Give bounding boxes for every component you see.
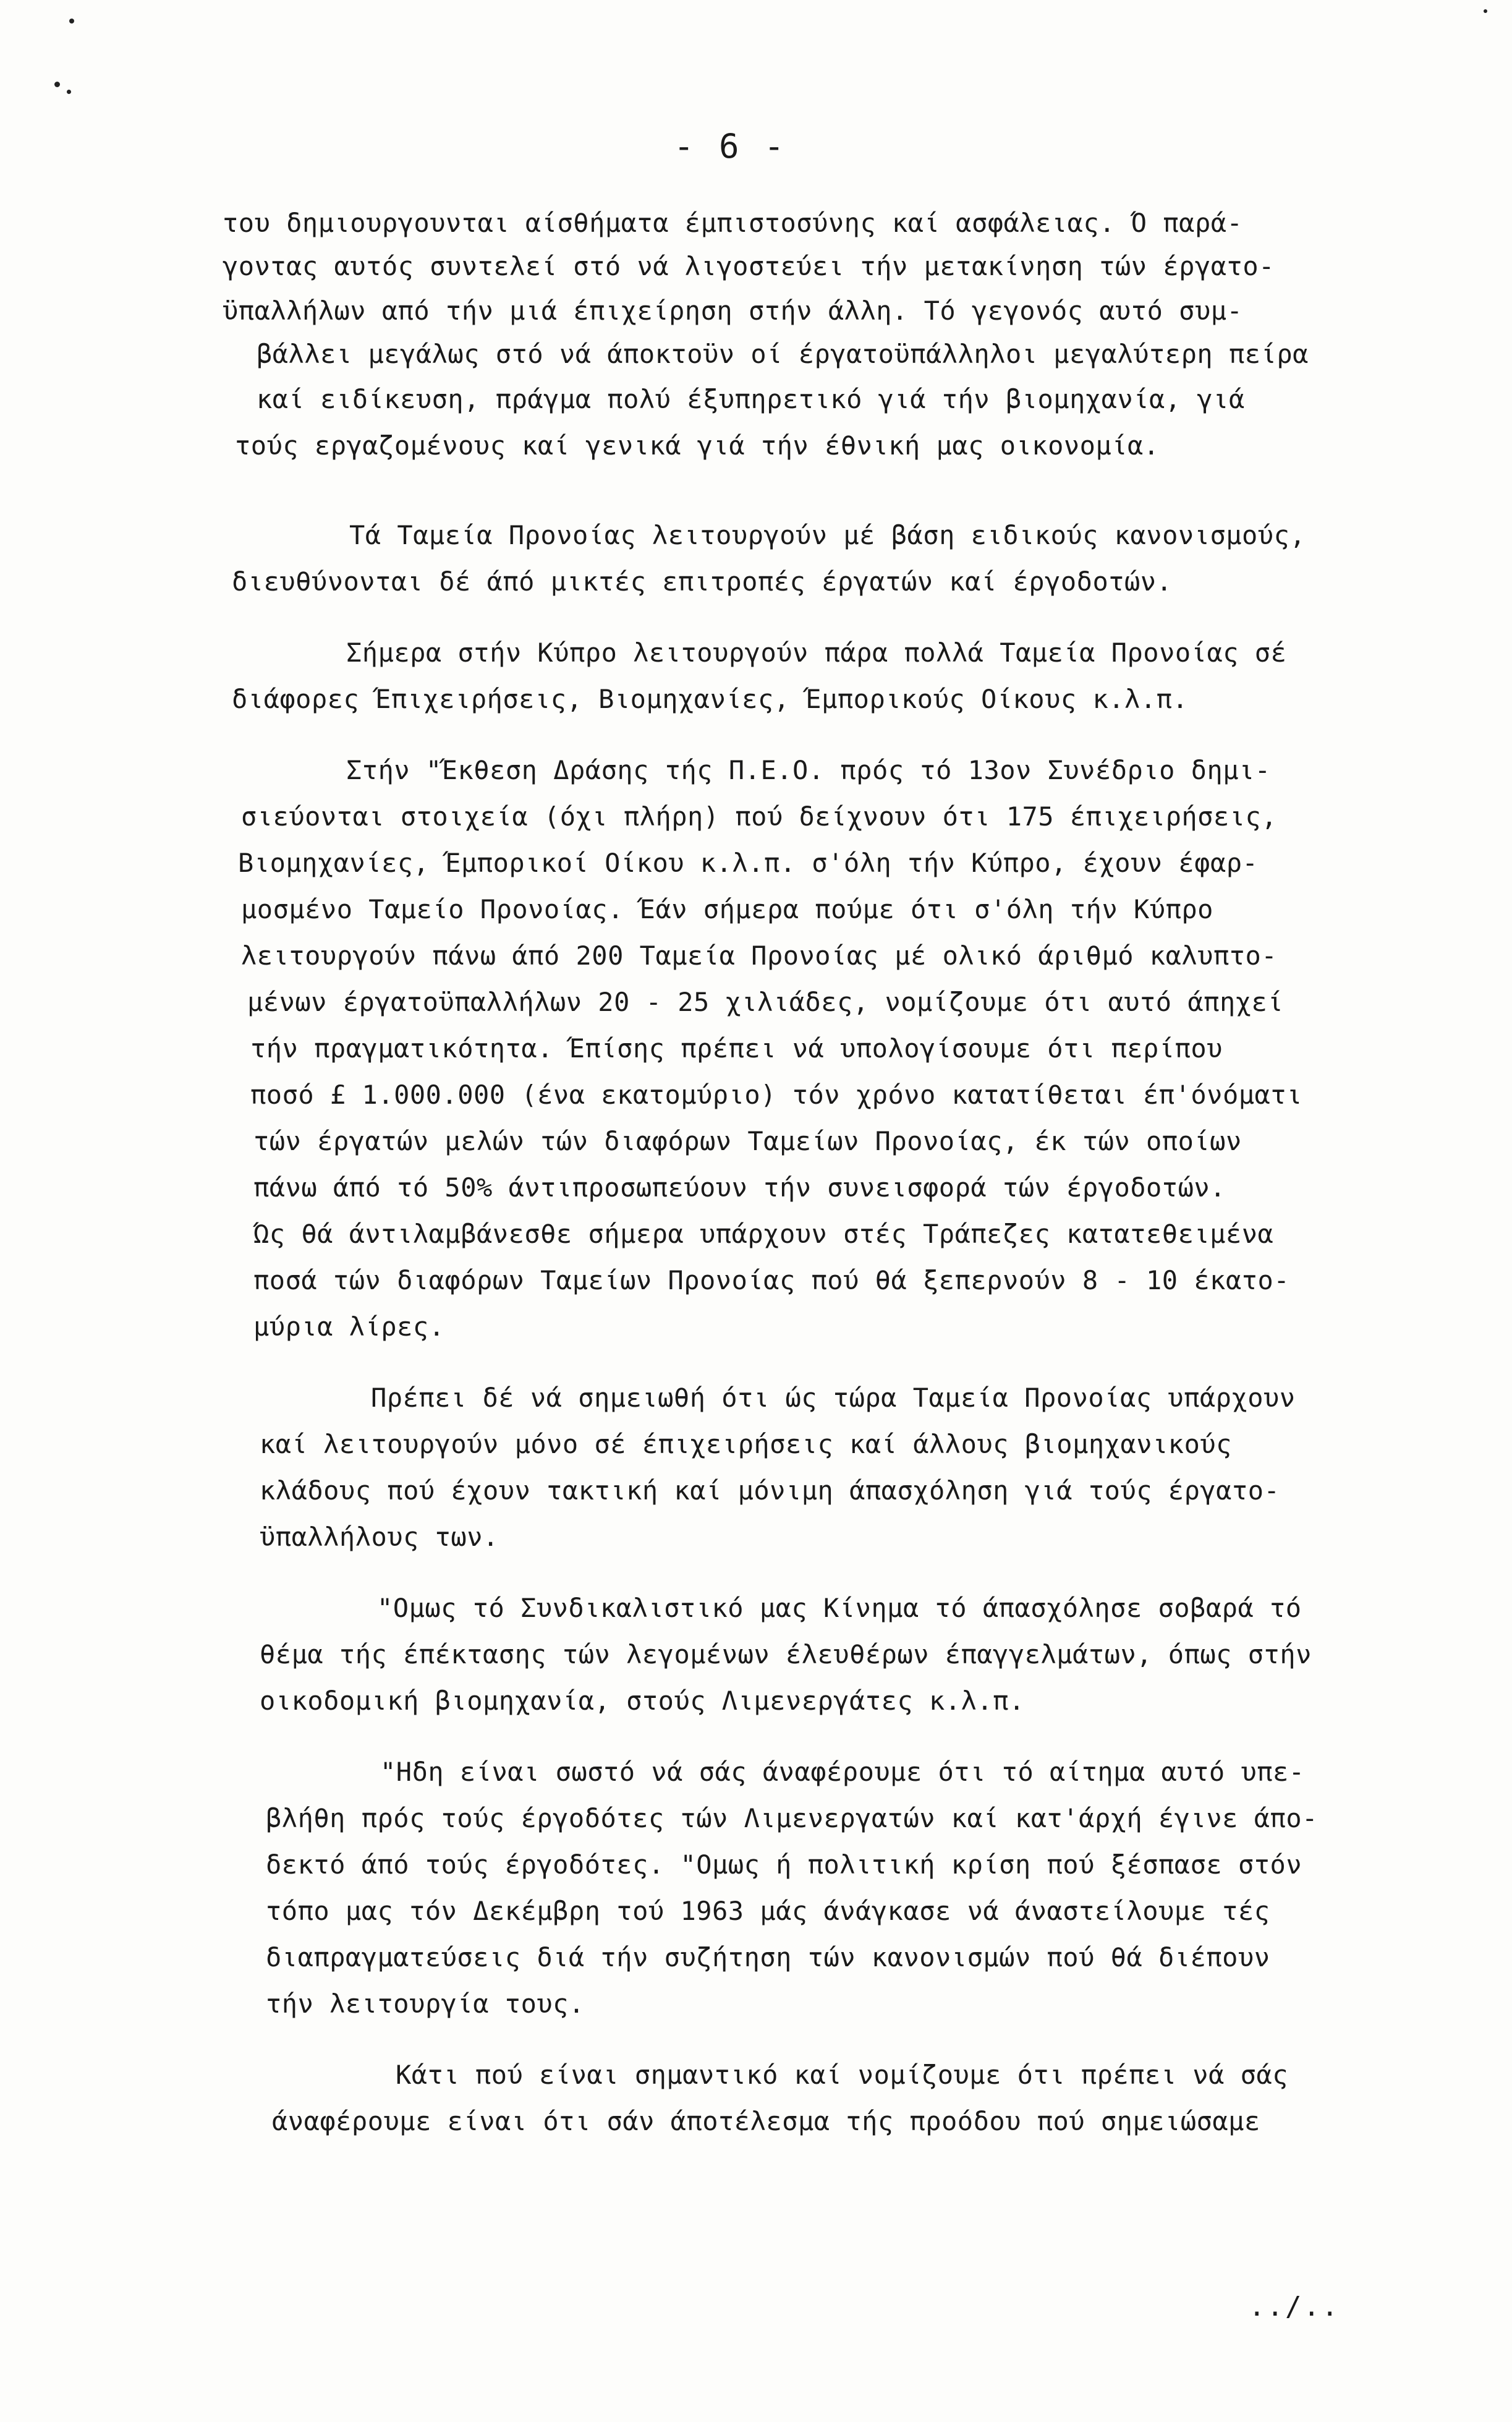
page-number: - 6 -: [674, 127, 787, 166]
text-line: "Ομως τό Συνδικαλιστικό μας Κίνημα τό άπασχόλησε σοβαρά τό: [377, 1593, 1302, 1623]
text-line: τήν λειτουργία τους.: [266, 1989, 585, 2019]
text-line: βλήθη πρός τούς έργοδότες τών Λιμενεργατών καί κατ'άρχή έγινε άπο-: [266, 1803, 1318, 1833]
text-line: ποσό £ 1.000.000 (ένα εκατομύριο) τόν χρόνο κατατίθεται έπ'όνόματι: [250, 1080, 1302, 1110]
scan-speck: [54, 82, 60, 87]
text-line: Σήμερα στήν Κύπρο λειτουργούν πάρα πολλά Ταμεία Προνοίας σέ: [346, 637, 1287, 668]
text-line: διευθύνονται δέ άπό μικτές επιτροπές έργατών καί έργοδοτών.: [232, 566, 1173, 597]
text-line: θέμα τής έπέκτασης τών λεγομένων έλευθέρων έπαγγελμάτων, όπως στήν: [260, 1639, 1312, 1669]
text-line: διαπραγματεύσεις διά τήν συζήτηση τών κανονισμών πού θά διέπουν: [266, 1942, 1270, 1972]
text-line: άναφέρουμε είναι ότι σάν άποτέλεσμα τής προόδου πού σημειώσαμε: [272, 2106, 1260, 2136]
text-line: Βιομηχανίες, Έμπορικοί Οίκου κ.λ.π. σ'όλη τήν Κύπρο, έχουν έφαρ-: [238, 848, 1259, 878]
text-line: Ώς θά άντιλαμβάνεσθε σήμερα υπάρχουν στές Τράπεζες κατατεθειμένα: [253, 1219, 1274, 1249]
scan-speck: [67, 90, 71, 94]
text-line: καί λειτουργούν μόνο σέ έπιχειρήσεις καί άλλους βιομηχανικούς: [260, 1429, 1232, 1459]
text-line: καί ειδίκευση, πράγμα πολύ έξυπηρετικό γιά τήν βιομηχανία, γιά: [257, 384, 1245, 414]
text-line: βάλλει μεγάλως στό νά άποκτοϋν οί έργατοϋπάλληλοι μεγαλύτερη πείρα: [257, 339, 1309, 369]
continuation-mark: ../..: [1249, 2291, 1340, 2322]
scan-speck: [1484, 9, 1487, 13]
scan-speck: [69, 19, 74, 23]
text-line: τόπο μας τόν Δεκέμβρη τού 1963 μάς άνάγκασε νά άναστείλουμε τές: [266, 1896, 1270, 1926]
text-line: δεκτό άπό τούς έργοδότες. "Ομως ή πολιτική κρίση πού ξέσπασε στόν: [266, 1849, 1302, 1880]
text-line: ϋπαλλήλων από τήν μιά έπιχείρηση στήν άλλη. Τό γεγονός αυτό συμ-: [223, 296, 1243, 326]
text-line: μοσμένο Ταμείο Προνοίας. Έάν σήμερα πούμε ότι σ'όλη τήν Κύπρο: [241, 894, 1213, 924]
text-line: τών έργατών μελών τών διαφόρων Ταμείων Προνοίας, έκ τών οποίων: [253, 1126, 1242, 1156]
text-line: "Ηδη είναι σωστό νά σάς άναφέρουμε ότι τό αίτημα αυτό υπε-: [380, 1757, 1305, 1787]
text-line: του δημιουργουνται αίσθήματα έμπιστοσύνης καί ασφάλειας. Ό παρά-: [223, 208, 1243, 238]
text-line: μένων έργατοϋπαλλήλων 20 - 25 χιλιάδες, νομίζουμε ότι αυτό άπηχεί: [247, 987, 1284, 1017]
text-line: λειτουργούν πάνω άπό 200 Ταμεία Προνοίας μέ ολικό άριθμό καλυπτο-: [241, 940, 1278, 971]
text-line: Τά Ταμεία Προνοίας λειτουργούν μέ βάση ειδικούς κανονισμούς,: [349, 520, 1306, 550]
text-line: τούς εργαζομένους καί γενικά γιά τήν έθνική μας οικονομία.: [235, 430, 1160, 461]
text-line: μύρια λίρες.: [253, 1311, 445, 1342]
text-line: Πρέπει δέ νά σημειωθή ότι ώς τώρα Ταμεία Προνοίας υπάρχουν: [371, 1383, 1296, 1413]
text-line: ϋπαλλήλους των.: [260, 1522, 499, 1552]
text-line: διάφορες Έπιχειρήσεις, Βιομηχανίες, Έμπορικούς Οίκους κ.λ.π.: [232, 684, 1189, 714]
text-line: ποσά τών διαφόρων Ταμείων Προνοίας πού θά ξεπερνούν 8 - 10 έκατο-: [253, 1265, 1290, 1295]
text-line: οικοδομική βιομηχανία, στούς Λιμενεργάτες κ.λ.π.: [260, 1686, 1025, 1716]
text-line: Στήν "Έκθεση Δράσης τής Π.Ε.Ο. πρός τό 13ον Συνέδριο δημι-: [346, 755, 1271, 785]
text-line: κλάδους πού έχουν τακτική καί μόνιμη άπασχόληση γιά τούς έργατο-: [260, 1475, 1280, 1506]
text-line: πάνω άπό τό 50% άντιπροσωπεύουν τήν συνεισφορά τών έργοδοτών.: [253, 1172, 1226, 1203]
text-line: Κάτι πού είναι σημαντικό καί νομίζουμε ότι πρέπει νά σάς: [396, 2060, 1289, 2090]
text-line: τήν πραγματικότητα. Έπίσης πρέπει νά υπολογίσουμε ότι περίπου: [250, 1033, 1223, 1064]
text-line: σιεύονται στοιχεία (όχι πλήρη) πού δείχνουν ότι 175 έπιχειρήσεις,: [241, 801, 1278, 832]
text-line: γοντας αυτός συντελεί στό νά λιγοστεύει τήν μετακίνηση τών έργατο-: [223, 251, 1275, 281]
